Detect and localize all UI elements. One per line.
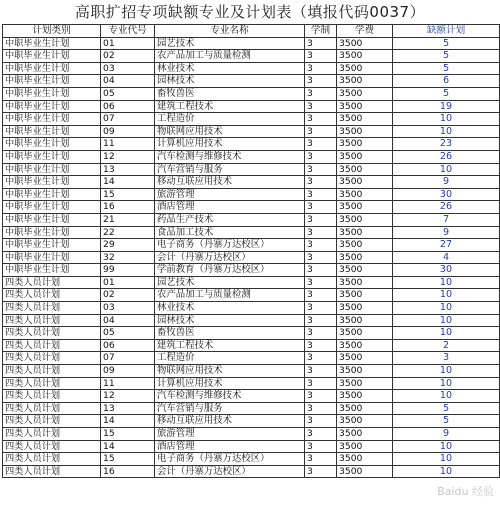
cell-plan-type: 中职毕业生计划	[3, 62, 101, 75]
cell-system: 3	[305, 113, 337, 126]
cell-system: 3	[305, 365, 337, 378]
cell-system: 3	[305, 150, 337, 163]
table-row	[3, 352, 500, 365]
cell-plan-type: 四类人员计划	[3, 339, 101, 352]
cell-name: 林业技术	[155, 302, 305, 315]
table-row	[3, 390, 500, 403]
table-row	[3, 327, 500, 340]
cell-fee: 3500	[337, 251, 393, 264]
cell-system: 3	[305, 176, 337, 189]
cell-quota: 10	[393, 125, 500, 138]
watermark: Baidu 经验	[437, 485, 494, 498]
cell-code: 03	[101, 62, 155, 75]
cell-system: 3	[305, 289, 337, 302]
cell-code: 05	[101, 327, 155, 340]
cell-fee: 3500	[337, 213, 393, 226]
cell-code: 01	[101, 276, 155, 289]
cell-quota: 10	[393, 453, 500, 466]
cell-code: 04	[101, 75, 155, 88]
cell-system: 3	[305, 453, 337, 466]
cell-quota: 10	[393, 289, 500, 302]
cell-code: 16	[101, 465, 155, 478]
cell-fee: 3500	[337, 62, 393, 75]
cell-plan-type: 中职毕业生计划	[3, 37, 101, 50]
cell-code: 05	[101, 87, 155, 100]
cell-plan-type: 四类人员计划	[3, 440, 101, 453]
table-row	[3, 377, 500, 390]
cell-fee: 3500	[337, 314, 393, 327]
page-title: 高职扩招专项缺额专业及计划表（填报代码0037）	[74, 3, 426, 21]
header-quota: 缺额计划	[393, 25, 500, 38]
cell-plan-type: 中职毕业生计划	[3, 125, 101, 138]
cell-name: 建筑工程技术	[155, 100, 305, 113]
cell-system: 3	[305, 62, 337, 75]
cell-name: 工程造价	[155, 352, 305, 365]
cell-fee: 3500	[337, 226, 393, 239]
cell-quota: 5	[393, 62, 500, 75]
cell-fee: 3500	[337, 113, 393, 126]
cell-fee: 3500	[337, 201, 393, 214]
cell-quota: 10	[393, 113, 500, 126]
cell-fee: 3500	[337, 138, 393, 151]
cell-quota: 9	[393, 428, 500, 441]
cell-name: 移动互联应用技术	[155, 415, 305, 428]
cell-plan-type: 四类人员计划	[3, 428, 101, 441]
cell-plan-type: 中职毕业生计划	[3, 75, 101, 88]
cell-quota: 3	[393, 352, 500, 365]
table-row	[3, 276, 500, 289]
cell-code: 03	[101, 302, 155, 315]
cell-system: 3	[305, 415, 337, 428]
cell-plan-type: 中职毕业生计划	[3, 201, 101, 214]
cell-quota: 10	[393, 377, 500, 390]
cell-fee: 3500	[337, 289, 393, 302]
cell-code: 15	[101, 428, 155, 441]
cell-quota: 26	[393, 150, 500, 163]
cell-code: 22	[101, 226, 155, 239]
cell-fee: 3500	[337, 390, 393, 403]
cell-system: 3	[305, 302, 337, 315]
cell-quota: 2	[393, 339, 500, 352]
cell-name: 移动互联应用技术	[155, 176, 305, 189]
cell-name: 建筑工程技术	[155, 339, 305, 352]
cell-plan-type: 中职毕业生计划	[3, 264, 101, 277]
cell-plan-type: 四类人员计划	[3, 390, 101, 403]
cell-plan-type: 四类人员计划	[3, 314, 101, 327]
cell-code: 13	[101, 402, 155, 415]
cell-code: 12	[101, 150, 155, 163]
cell-fee: 3500	[337, 239, 393, 252]
cell-plan-type: 四类人员计划	[3, 327, 101, 340]
cell-code: 16	[101, 201, 155, 214]
cell-plan-type: 四类人员计划	[3, 377, 101, 390]
table-row	[3, 87, 500, 100]
cell-fee: 3500	[337, 465, 393, 478]
cell-name: 计算机应用技术	[155, 377, 305, 390]
cell-quota: 10	[393, 390, 500, 403]
table-row	[3, 50, 500, 63]
cell-quota: 27	[393, 239, 500, 252]
cell-system: 3	[305, 100, 337, 113]
header-code: 专业代号	[101, 25, 155, 38]
table-row	[3, 150, 500, 163]
table-row	[3, 75, 500, 88]
cell-code: 07	[101, 113, 155, 126]
table-row	[3, 339, 500, 352]
cell-name: 林业技术	[155, 62, 305, 75]
table-row	[3, 100, 500, 113]
cell-name: 工程造价	[155, 113, 305, 126]
table-row	[3, 264, 500, 277]
cell-quota: 10	[393, 465, 500, 478]
cell-system: 3	[305, 188, 337, 201]
cell-system: 3	[305, 402, 337, 415]
cell-plan-type: 中职毕业生计划	[3, 213, 101, 226]
cell-plan-type: 四类人员计划	[3, 453, 101, 466]
cell-plan-type: 中职毕业生计划	[3, 251, 101, 264]
cell-system: 3	[305, 125, 337, 138]
cell-code: 07	[101, 352, 155, 365]
cell-name: 畜牧兽医	[155, 87, 305, 100]
cell-plan-type: 四类人员计划	[3, 289, 101, 302]
cell-code: 01	[101, 37, 155, 50]
cell-quota: 10	[393, 440, 500, 453]
cell-name: 物联网应用技术	[155, 365, 305, 378]
cell-name: 酒店管理	[155, 201, 305, 214]
table-row	[3, 226, 500, 239]
cell-system: 3	[305, 50, 337, 63]
cell-code: 09	[101, 125, 155, 138]
cell-fee: 3500	[337, 440, 393, 453]
cell-system: 3	[305, 276, 337, 289]
cell-system: 3	[305, 226, 337, 239]
cell-system: 3	[305, 75, 337, 88]
cell-quota: 5	[393, 37, 500, 50]
header-row	[3, 25, 500, 38]
cell-quota: 10	[393, 302, 500, 315]
cell-fee: 3500	[337, 100, 393, 113]
cell-plan-type: 中职毕业生计划	[3, 226, 101, 239]
cell-code: 02	[101, 50, 155, 63]
cell-code: 09	[101, 365, 155, 378]
cell-code: 32	[101, 251, 155, 264]
cell-fee: 3500	[337, 87, 393, 100]
cell-quota: 6	[393, 75, 500, 88]
cell-system: 3	[305, 239, 337, 252]
cell-fee: 3500	[337, 428, 393, 441]
cell-plan-type: 四类人员计划	[3, 352, 101, 365]
cell-name: 旅游管理	[155, 188, 305, 201]
cell-quota: 5	[393, 402, 500, 415]
cell-name: 畜牧兽医	[155, 327, 305, 340]
cell-quota: 26	[393, 201, 500, 214]
cell-quota: 5	[393, 415, 500, 428]
cell-fee: 3500	[337, 365, 393, 378]
cell-fee: 3500	[337, 125, 393, 138]
table-row	[3, 415, 500, 428]
table-row	[3, 188, 500, 201]
cell-code: 02	[101, 289, 155, 302]
cell-fee: 3500	[337, 264, 393, 277]
table-row	[3, 239, 500, 252]
cell-name: 药品生产技术	[155, 213, 305, 226]
cell-system: 3	[305, 339, 337, 352]
cell-fee: 3500	[337, 327, 393, 340]
table-row	[3, 440, 500, 453]
cell-system: 3	[305, 201, 337, 214]
cell-name: 食品加工技术	[155, 226, 305, 239]
cell-quota: 10	[393, 327, 500, 340]
cell-plan-type: 四类人员计划	[3, 415, 101, 428]
table-row	[3, 113, 500, 126]
table-row	[3, 213, 500, 226]
cell-fee: 3500	[337, 339, 393, 352]
header-fee: 学费	[337, 25, 393, 38]
cell-name: 电子商务（丹寨万达校区）	[155, 453, 305, 466]
cell-system: 3	[305, 428, 337, 441]
cell-quota: 30	[393, 188, 500, 201]
cell-quota: 23	[393, 138, 500, 151]
cell-code: 04	[101, 314, 155, 327]
cell-system: 3	[305, 138, 337, 151]
header-system: 学制	[305, 25, 337, 38]
cell-system: 3	[305, 440, 337, 453]
cell-quota: 30	[393, 264, 500, 277]
cell-quota: 19	[393, 100, 500, 113]
cell-fee: 3500	[337, 402, 393, 415]
cell-name: 会计（丹寨万达校区）	[155, 251, 305, 264]
cell-system: 3	[305, 264, 337, 277]
cell-system: 3	[305, 213, 337, 226]
cell-quota: 9	[393, 226, 500, 239]
cell-plan-type: 中职毕业生计划	[3, 176, 101, 189]
cell-plan-type: 四类人员计划	[3, 365, 101, 378]
cell-system: 3	[305, 251, 337, 264]
cell-plan-type: 四类人员计划	[3, 465, 101, 478]
cell-code: 14	[101, 440, 155, 453]
cell-name: 汽车检测与维修技术	[155, 150, 305, 163]
cell-quota: 10	[393, 314, 500, 327]
cell-plan-type: 四类人员计划	[3, 302, 101, 315]
table-row	[3, 201, 500, 214]
cell-system: 3	[305, 163, 337, 176]
cell-name: 园林技术	[155, 75, 305, 88]
cell-quota: 7	[393, 213, 500, 226]
cell-system: 3	[305, 314, 337, 327]
cell-plan-type: 中职毕业生计划	[3, 188, 101, 201]
cell-code: 11	[101, 377, 155, 390]
cell-quota: 5	[393, 87, 500, 100]
cell-name: 汽车营销与服务	[155, 402, 305, 415]
cell-system: 3	[305, 352, 337, 365]
cell-fee: 3500	[337, 415, 393, 428]
cell-fee: 3500	[337, 352, 393, 365]
table-row	[3, 62, 500, 75]
cell-quota: 5	[393, 50, 500, 63]
cell-name: 汽车营销与服务	[155, 163, 305, 176]
header-plan-type: 计划类别	[3, 25, 101, 38]
cell-plan-type: 中职毕业生计划	[3, 138, 101, 151]
cell-quota: 10	[393, 163, 500, 176]
cell-plan-type: 中职毕业生计划	[3, 87, 101, 100]
cell-name: 农产品加工与质量检测	[155, 50, 305, 63]
cell-name: 农产品加工与质量检测	[155, 289, 305, 302]
cell-fee: 3500	[337, 37, 393, 50]
table-row	[3, 302, 500, 315]
cell-code: 15	[101, 188, 155, 201]
table-row	[3, 465, 500, 478]
cell-system: 3	[305, 390, 337, 403]
cell-fee: 3500	[337, 377, 393, 390]
cell-fee: 3500	[337, 188, 393, 201]
table-row	[3, 251, 500, 264]
cell-fee: 3500	[337, 50, 393, 63]
header-name: 专业名称	[155, 25, 305, 38]
table-row	[3, 402, 500, 415]
table-row	[3, 289, 500, 302]
cell-code: 06	[101, 339, 155, 352]
table-row	[3, 37, 500, 50]
cell-plan-type: 中职毕业生计划	[3, 163, 101, 176]
table-row	[3, 163, 500, 176]
cell-name: 园艺技术	[155, 37, 305, 50]
cell-quota: 10	[393, 365, 500, 378]
cell-code: 29	[101, 239, 155, 252]
cell-fee: 3500	[337, 453, 393, 466]
cell-system: 3	[305, 465, 337, 478]
cell-system: 3	[305, 87, 337, 100]
cell-code: 99	[101, 264, 155, 277]
cell-name: 电子商务（丹寨万达校区）	[155, 239, 305, 252]
cell-system: 3	[305, 377, 337, 390]
cell-name: 园林技术	[155, 314, 305, 327]
cell-name: 园艺技术	[155, 276, 305, 289]
table-row	[3, 314, 500, 327]
cell-code: 14	[101, 176, 155, 189]
cell-plan-type: 中职毕业生计划	[3, 239, 101, 252]
cell-quota: 10	[393, 276, 500, 289]
cell-name: 会计（丹寨万达校区）	[155, 465, 305, 478]
cell-code: 06	[101, 100, 155, 113]
cell-code: 12	[101, 390, 155, 403]
cell-plan-type: 四类人员计划	[3, 402, 101, 415]
table-body	[3, 37, 500, 478]
cell-system: 3	[305, 327, 337, 340]
cell-code: 21	[101, 213, 155, 226]
cell-name: 计算机应用技术	[155, 138, 305, 151]
cell-fee: 3500	[337, 150, 393, 163]
cell-name: 学前教育（丹寨万达校区）	[155, 264, 305, 277]
cell-name: 汽车检测与维修技术	[155, 390, 305, 403]
cell-fee: 3500	[337, 176, 393, 189]
cell-quota: 4	[393, 251, 500, 264]
cell-fee: 3500	[337, 276, 393, 289]
cell-fee: 3500	[337, 75, 393, 88]
cell-plan-type: 中职毕业生计划	[3, 113, 101, 126]
table-row	[3, 428, 500, 441]
cell-code: 13	[101, 163, 155, 176]
cell-plan-type: 中职毕业生计划	[3, 100, 101, 113]
table-row	[3, 176, 500, 189]
cell-quota: 9	[393, 176, 500, 189]
table-row	[3, 138, 500, 151]
cell-code: 11	[101, 138, 155, 151]
table-row	[3, 453, 500, 466]
cell-plan-type: 四类人员计划	[3, 276, 101, 289]
plan-table	[2, 24, 500, 478]
cell-name: 酒店管理	[155, 440, 305, 453]
cell-name: 旅游管理	[155, 428, 305, 441]
cell-name: 物联网应用技术	[155, 125, 305, 138]
cell-system: 3	[305, 37, 337, 50]
cell-fee: 3500	[337, 302, 393, 315]
table-row	[3, 125, 500, 138]
cell-plan-type: 中职毕业生计划	[3, 50, 101, 63]
cell-fee: 3500	[337, 163, 393, 176]
cell-code: 14	[101, 415, 155, 428]
table-row	[3, 365, 500, 378]
cell-code: 15	[101, 453, 155, 466]
cell-plan-type: 中职毕业生计划	[3, 150, 101, 163]
